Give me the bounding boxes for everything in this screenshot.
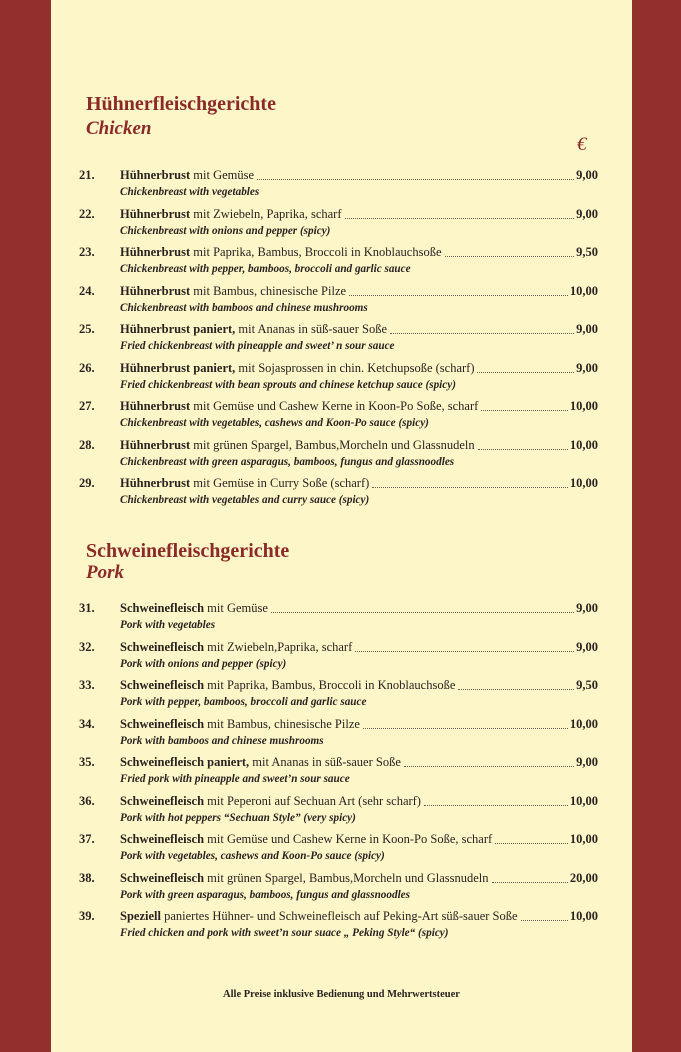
dot-leader	[271, 611, 574, 613]
dot-leader	[492, 881, 568, 883]
item-name	[120, 794, 421, 809]
item-english-description: Pork with green asparagus, bamboos, fungus and glassnoodles	[120, 888, 411, 901]
item-number: 21.	[79, 168, 95, 182]
item-english-description: Chickenbreast with green asparagus, bamboos, fungus and glassnoodles	[120, 455, 455, 468]
dot-leader	[521, 919, 568, 921]
item-name	[120, 399, 478, 414]
dot-leader	[424, 804, 568, 806]
item-english-description: Pork with onions and pepper (spicy)	[120, 657, 287, 670]
dot-leader	[481, 409, 568, 411]
dot-leader	[349, 294, 568, 296]
item-english-description: Chickenbreast with vegetables and curry sauce (spicy)	[120, 494, 370, 506]
item-name-bold: Schweinefleisch	[120, 601, 205, 615]
item-name	[120, 207, 342, 222]
item-english-description: Chickenbreast with bamboos and chinese mushrooms	[120, 301, 368, 314]
menu-item-line	[79, 245, 598, 261]
dot-leader	[445, 255, 575, 257]
menu-item-line	[79, 871, 598, 887]
dot-leader	[363, 727, 568, 729]
item-number: 24.	[79, 283, 95, 298]
item-name	[120, 678, 455, 693]
section-subtitle-pork: Pork	[86, 562, 124, 583]
item-name-bold: Hühnerbrust	[120, 168, 191, 182]
item-name-bold: Schweinefleisch	[120, 793, 205, 808]
item-name-rest: mit Zwiebeln,Paprika, scharf	[204, 639, 353, 654]
menu-item-line	[79, 678, 598, 694]
dot-leader	[495, 842, 568, 844]
item-number: 31.	[79, 601, 95, 615]
item-name	[120, 245, 442, 260]
item-english-description: Fried chickenbreast with pineapple and sweet’ n sour sauce	[120, 340, 395, 352]
dot-leader	[458, 688, 574, 690]
menu-item	[79, 871, 598, 903]
item-number: 23.	[79, 245, 95, 259]
item-name	[120, 438, 475, 453]
menu-item	[79, 284, 598, 316]
item-name-rest: mit Bambus, chinesische Pilze	[204, 716, 360, 731]
item-name	[120, 755, 401, 770]
item-name-rest: mit Gemüse	[204, 601, 268, 615]
section-subtitle-chicken: Chicken	[86, 118, 152, 139]
item-price: 20,00	[569, 870, 598, 885]
menu-item	[79, 832, 598, 864]
item-name-bold: Schweinefleisch paniert,	[120, 755, 250, 769]
dot-leader	[478, 448, 568, 450]
item-name-rest: mit Bambus, chinesische Pilze	[190, 283, 347, 298]
menu-item	[79, 755, 598, 787]
item-number: 34.	[79, 716, 95, 731]
item-name	[120, 601, 268, 616]
menu-item	[79, 399, 598, 431]
item-price: 10,00	[569, 437, 598, 452]
item-english-description: Fried chicken and pork with sweet’n sour suace „ Peking Style“ (spicy)	[120, 927, 449, 939]
item-name-rest: mit Sojasprossen in chin. Ketchupsoße (scharf)	[235, 360, 475, 375]
menu-item	[79, 168, 598, 200]
menu-item	[79, 361, 598, 393]
menu-page	[51, 0, 632, 1052]
dot-leader	[355, 650, 574, 652]
dot-leader	[404, 765, 574, 767]
item-price: 9,00	[576, 360, 598, 375]
item-price: 10,00	[569, 716, 598, 731]
item-name-rest: mit Ananas in süß-sauer Soße	[249, 755, 401, 769]
item-name-rest: mit Zwiebeln, Paprika, scharf	[190, 206, 342, 221]
menu-item-line	[79, 755, 598, 771]
item-price: 9,00	[576, 322, 598, 336]
item-name-bold: Schweinefleisch	[120, 678, 205, 692]
item-english-description: Fried chickenbreast with bean sprouts and chinese ketchup sauce (spicy)	[120, 378, 456, 391]
menu-item-line	[79, 438, 598, 454]
menu-item-line	[79, 399, 598, 415]
item-number: 38.	[79, 870, 95, 885]
section-title-pork: Schweinefleischgerichte	[86, 540, 290, 562]
item-number: 22.	[79, 206, 95, 221]
item-price: 9,00	[576, 755, 598, 769]
item-price: 10,00	[569, 909, 598, 923]
item-english-description: Pork with vegetables, cashews and Koon-Po sauce (spicy)	[120, 850, 385, 862]
item-name-bold: Schweinefleisch	[120, 639, 205, 654]
item-name-rest: mit Peperoni auf Sechuan Art (sehr scharf)	[204, 793, 421, 808]
item-english-description: Chickenbreast with vegetables	[120, 186, 260, 198]
item-name	[120, 168, 254, 183]
item-name-bold: Speziell	[120, 909, 161, 923]
item-english-description: Pork with pepper, bamboos, broccoli and garlic sauce	[120, 696, 367, 708]
item-name-rest: mit Ananas in süß-sauer Soße	[235, 322, 388, 336]
item-price: 10,00	[569, 793, 598, 808]
menu-item	[79, 601, 598, 633]
item-name	[120, 640, 352, 655]
item-name-rest: mit Gemüse	[190, 168, 255, 182]
menu-item	[79, 794, 598, 826]
item-name-rest: mit grünen Spargel, Bambus,Morcheln und Glassnudeln	[204, 870, 489, 885]
item-number: 32.	[79, 639, 95, 654]
section-title-chicken: Hühnerfleischgerichte	[86, 93, 276, 115]
menu-item	[79, 207, 598, 239]
item-english-description: Pork with bamboos and chinese mushrooms	[120, 734, 324, 747]
item-name	[120, 717, 360, 732]
menu-item	[79, 245, 598, 277]
price-note: Alle Preise inklusive Bedienung und Mehrwertsteuer	[223, 989, 460, 1000]
menu-item-line	[79, 476, 598, 492]
item-number: 37.	[79, 832, 95, 846]
item-name-rest: mit Gemüse in Curry Soße (scharf)	[190, 476, 370, 490]
menu-item	[79, 476, 598, 508]
item-number: 35.	[79, 755, 95, 769]
item-name	[120, 322, 387, 337]
item-name-bold: Hühnerbrust	[120, 399, 191, 413]
menu-item-line	[79, 601, 598, 617]
dot-leader	[477, 371, 574, 373]
item-name	[120, 361, 474, 376]
item-name-bold: Hühnerbrust	[120, 245, 191, 259]
item-name	[120, 476, 369, 491]
menu-item	[79, 717, 598, 749]
dot-leader	[345, 217, 575, 219]
dot-leader	[257, 178, 574, 180]
item-english-description: Chickenbreast with onions and pepper (spicy)	[120, 224, 331, 237]
item-number: 27.	[79, 399, 95, 413]
menu-item-line	[79, 361, 598, 377]
item-english-description: Pork with hot peppers “Sechuan Style” (very spicy)	[120, 811, 356, 824]
menu-item-line	[79, 909, 598, 925]
item-number: 36.	[79, 793, 95, 808]
item-name-rest: mit grünen Spargel, Bambus,Morcheln und Glassnudeln	[190, 437, 475, 452]
item-number: 25.	[79, 322, 95, 336]
item-name-bold: Schweinefleisch	[120, 716, 205, 731]
item-english-description: Chickenbreast with pepper, bamboos, broccoli and garlic sauce	[120, 263, 411, 275]
item-name-bold: Hühnerbrust	[120, 476, 191, 490]
item-number: 29.	[79, 476, 95, 490]
item-number: 39.	[79, 909, 95, 923]
item-name-rest: mit Paprika, Bambus, Broccoli in Knoblauchsoße	[190, 245, 442, 259]
item-number: 26.	[79, 360, 95, 375]
menu-item-line	[79, 168, 598, 184]
menu-item	[79, 678, 598, 710]
item-name-bold: Hühnerbrust	[120, 437, 191, 452]
item-name-rest: paniertes Hühner- und Schweinefleisch auf Peking-Art süß-sauer Soße	[160, 909, 518, 923]
item-name-bold: Schweinefleisch	[120, 870, 205, 885]
item-name	[120, 871, 489, 886]
item-price: 10,00	[569, 476, 598, 490]
item-price: 10,00	[569, 832, 598, 846]
currency-symbol: €	[577, 134, 587, 155]
item-english-description: Pork with vegetables	[120, 619, 216, 631]
item-price: 9,50	[576, 245, 598, 259]
item-name-bold: Hühnerbrust paniert,	[120, 360, 236, 375]
item-number: 28.	[79, 437, 95, 452]
item-price: 10,00	[569, 399, 598, 413]
item-english-description: Chickenbreast with vegetables, cashews and Koon-Po sauce (spicy)	[120, 417, 429, 429]
menu-item	[79, 438, 598, 470]
item-name	[120, 909, 518, 924]
item-name-rest: mit Gemüse und Cashew Kerne in Koon-Po Soße, scharf	[190, 399, 479, 413]
item-price: 10,00	[569, 283, 598, 298]
item-english-description: Fried pork with pineapple and sweet’n sour sauce	[120, 773, 350, 785]
menu-item-line	[79, 640, 598, 656]
item-name-bold: Hühnerbrust	[120, 283, 191, 298]
item-price: 9,50	[576, 678, 598, 692]
menu-item-line	[79, 207, 598, 223]
item-price: 9,00	[576, 639, 598, 654]
menu-item	[79, 909, 598, 941]
menu-item-line	[79, 717, 598, 733]
item-number: 33.	[79, 678, 95, 692]
menu-item	[79, 640, 598, 672]
item-name-bold: Hühnerbrust paniert,	[120, 322, 236, 336]
menu-item-line	[79, 832, 598, 848]
menu-item-line	[79, 794, 598, 810]
menu-item	[79, 322, 598, 354]
dot-leader	[390, 332, 574, 334]
menu-item-line	[79, 322, 598, 338]
item-price: 9,00	[576, 601, 598, 615]
item-name-bold: Hühnerbrust	[120, 206, 191, 221]
item-price: 9,00	[576, 168, 598, 182]
item-name	[120, 284, 346, 299]
item-name-bold: Schweinefleisch	[120, 832, 205, 846]
menu-item-line	[79, 284, 598, 300]
item-name	[120, 832, 492, 847]
item-name-rest: mit Gemüse und Cashew Kerne in Koon-Po Soße, scharf	[204, 832, 493, 846]
item-name-rest: mit Paprika, Bambus, Broccoli in Knoblauchsoße	[204, 678, 456, 692]
item-price: 9,00	[576, 206, 598, 221]
dot-leader	[372, 486, 568, 488]
